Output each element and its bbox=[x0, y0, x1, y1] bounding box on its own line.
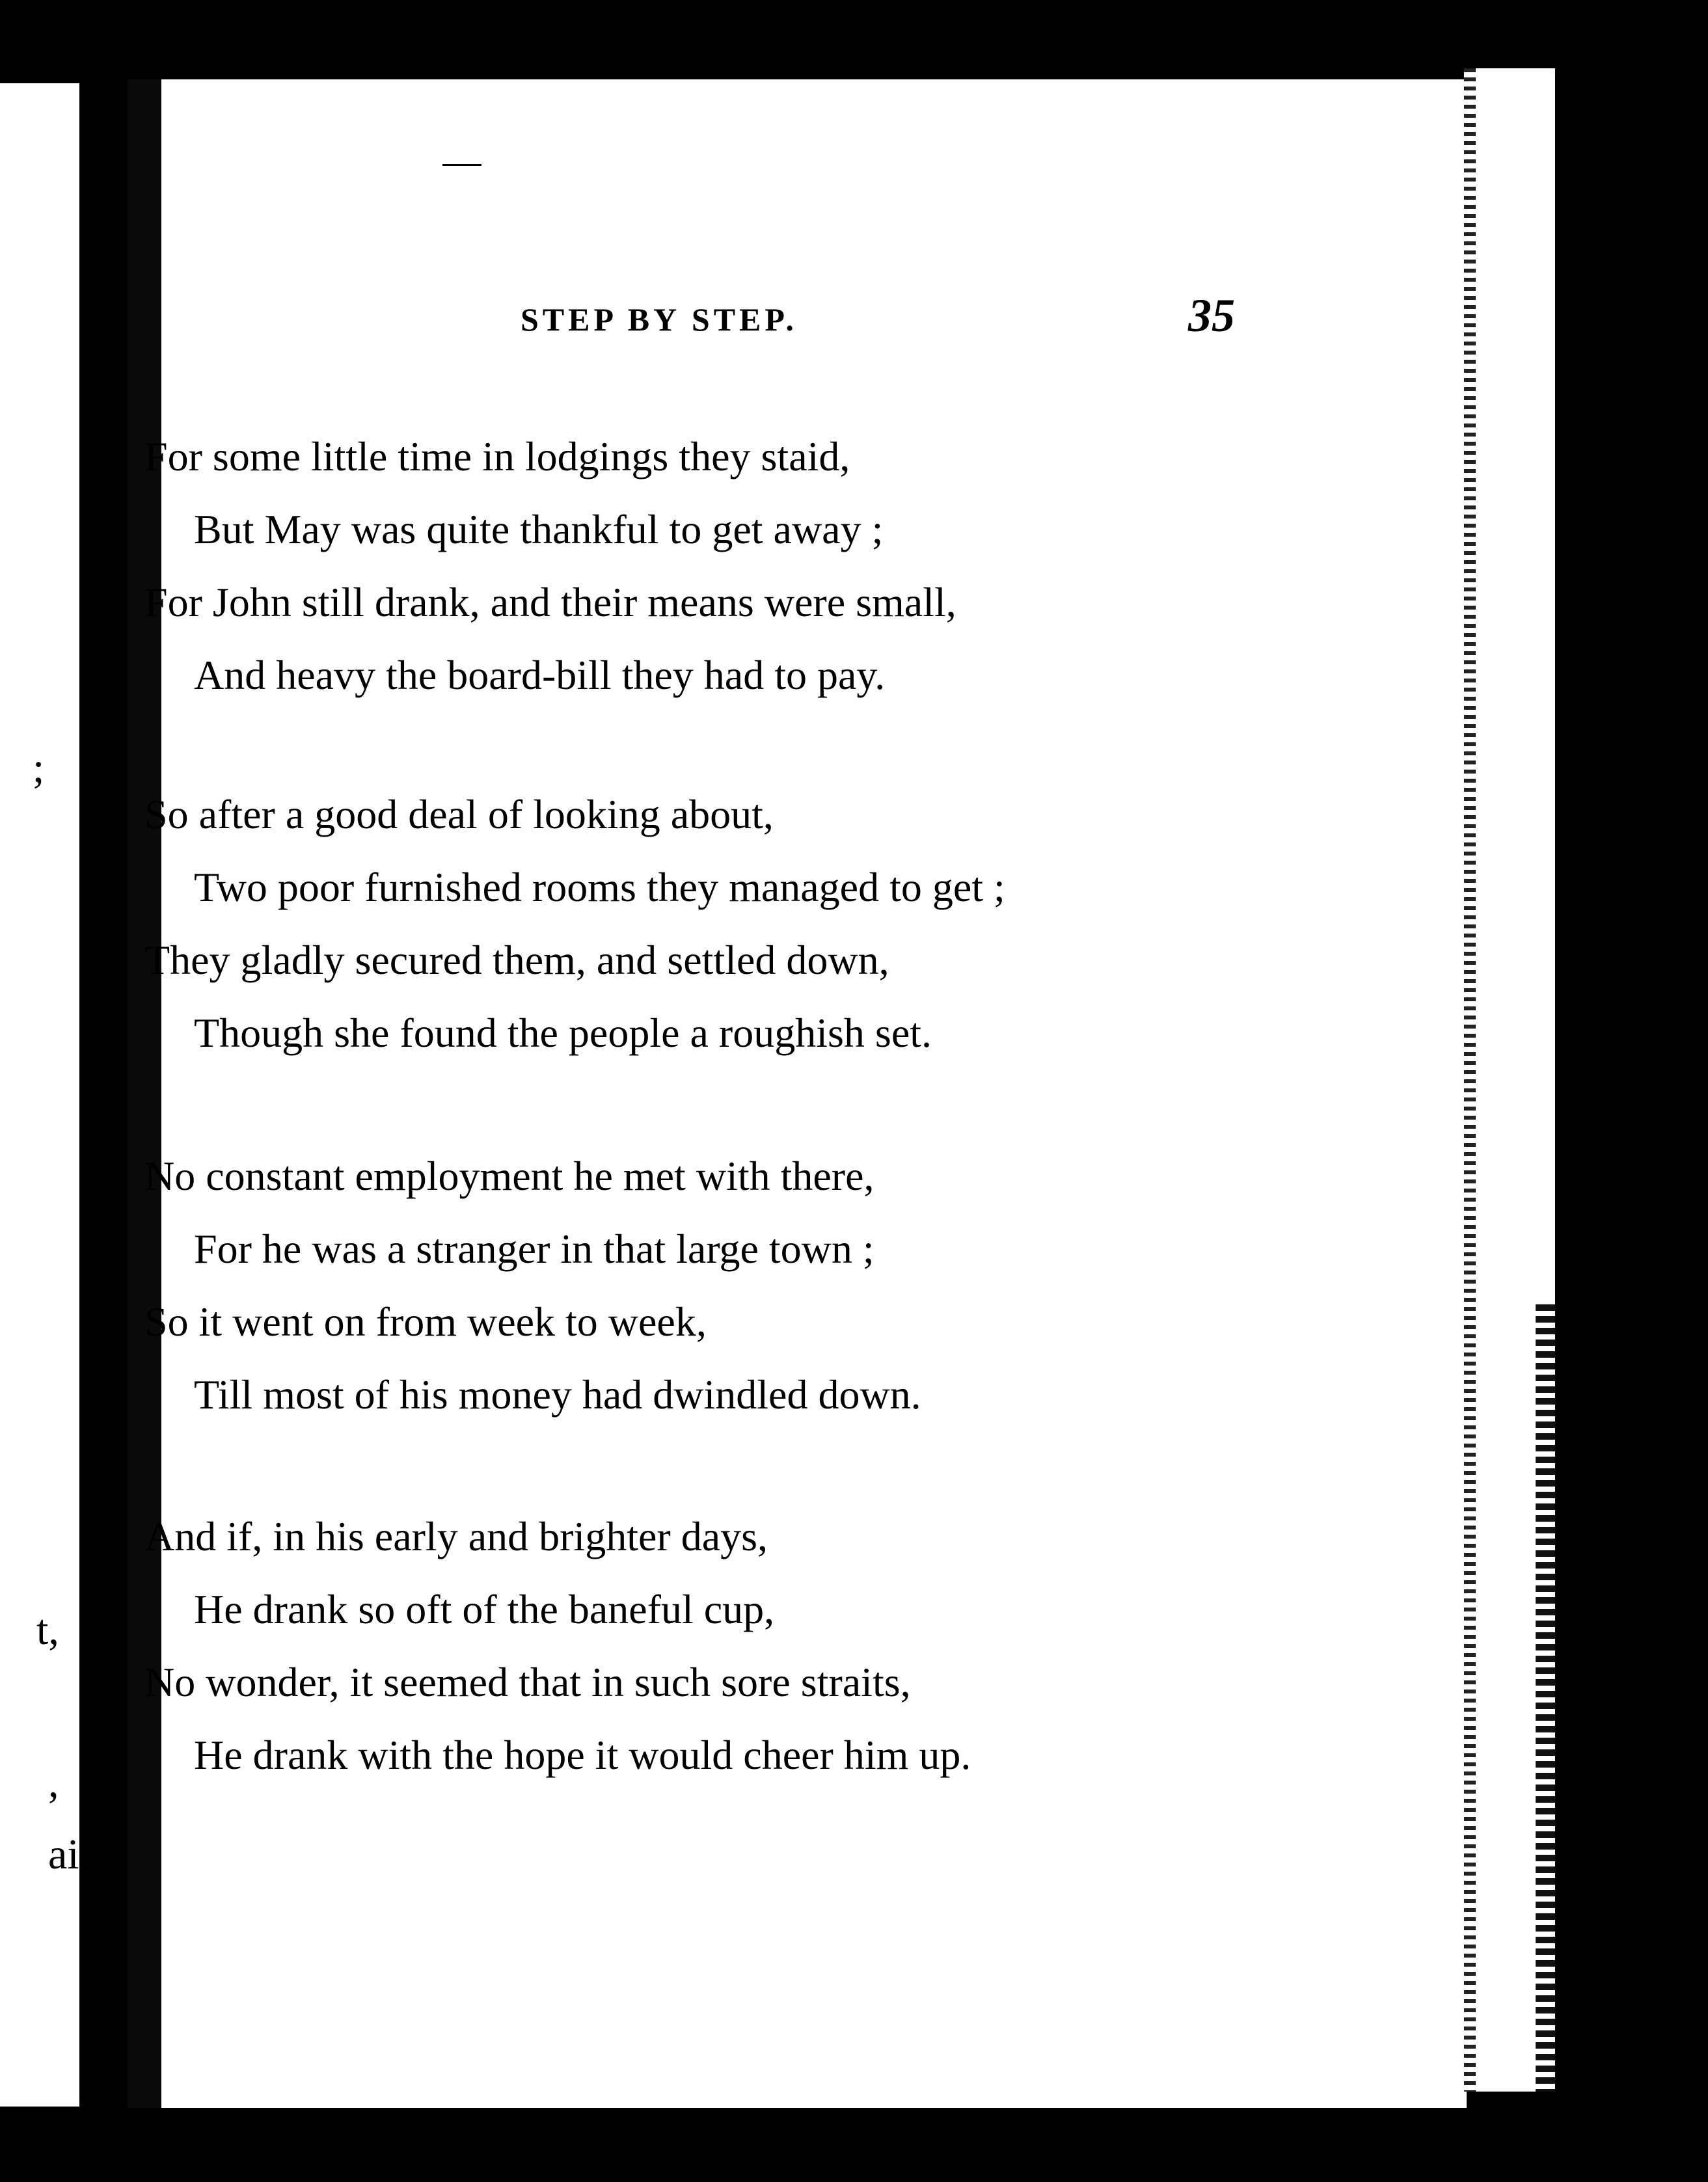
poem-line: For he was a stranger in that large town ; bbox=[194, 1226, 874, 1272]
adjacent-page-strip bbox=[0, 83, 101, 2107]
poem-line: For some little time in lodgings they staid, bbox=[144, 433, 850, 479]
adjacent-page-fragment: ; bbox=[33, 744, 45, 792]
poem-line: And if, in his early and brighter days, bbox=[144, 1513, 768, 1559]
poem-line: So it went on from week to week, bbox=[144, 1299, 707, 1345]
poem-line: And heavy the board-bill they had to pay. bbox=[194, 652, 886, 698]
poem-line: For John still drank, and their means were small, bbox=[144, 579, 956, 625]
poem-line: He drank with the hope it would cheer him up. bbox=[194, 1732, 971, 1778]
page-edge-strip bbox=[1464, 68, 1555, 2092]
poem-line: They gladly secured them, and settled down, bbox=[144, 937, 889, 983]
poem-line: Two poor furnished rooms they managed to get ; bbox=[194, 864, 1005, 910]
adjacent-page-fragment: ain bbox=[48, 1831, 101, 1878]
poem-line: Though she found the people a roughish set. bbox=[194, 1010, 932, 1056]
poem-line: But May was quite thankful to get away ; bbox=[194, 506, 884, 552]
adjacent-page-fragment: t, bbox=[36, 1606, 59, 1654]
poem-line: He drank so oft of the baneful cup, bbox=[194, 1586, 775, 1632]
poem-line: No constant employment he met with there, bbox=[144, 1153, 874, 1199]
poem-line: No wonder, it seemed that in such sore straits, bbox=[144, 1659, 911, 1705]
header-rule bbox=[442, 164, 481, 166]
page-number: 35 bbox=[1188, 290, 1235, 342]
adjacent-page-fragment: , bbox=[48, 1759, 59, 1807]
book-page bbox=[128, 79, 1467, 2108]
poem-line: Till most of his money had dwindled down. bbox=[194, 1371, 921, 1418]
poem-line: So after a good deal of looking about, bbox=[144, 791, 774, 837]
running-head: STEP BY STEP. bbox=[521, 301, 798, 338]
